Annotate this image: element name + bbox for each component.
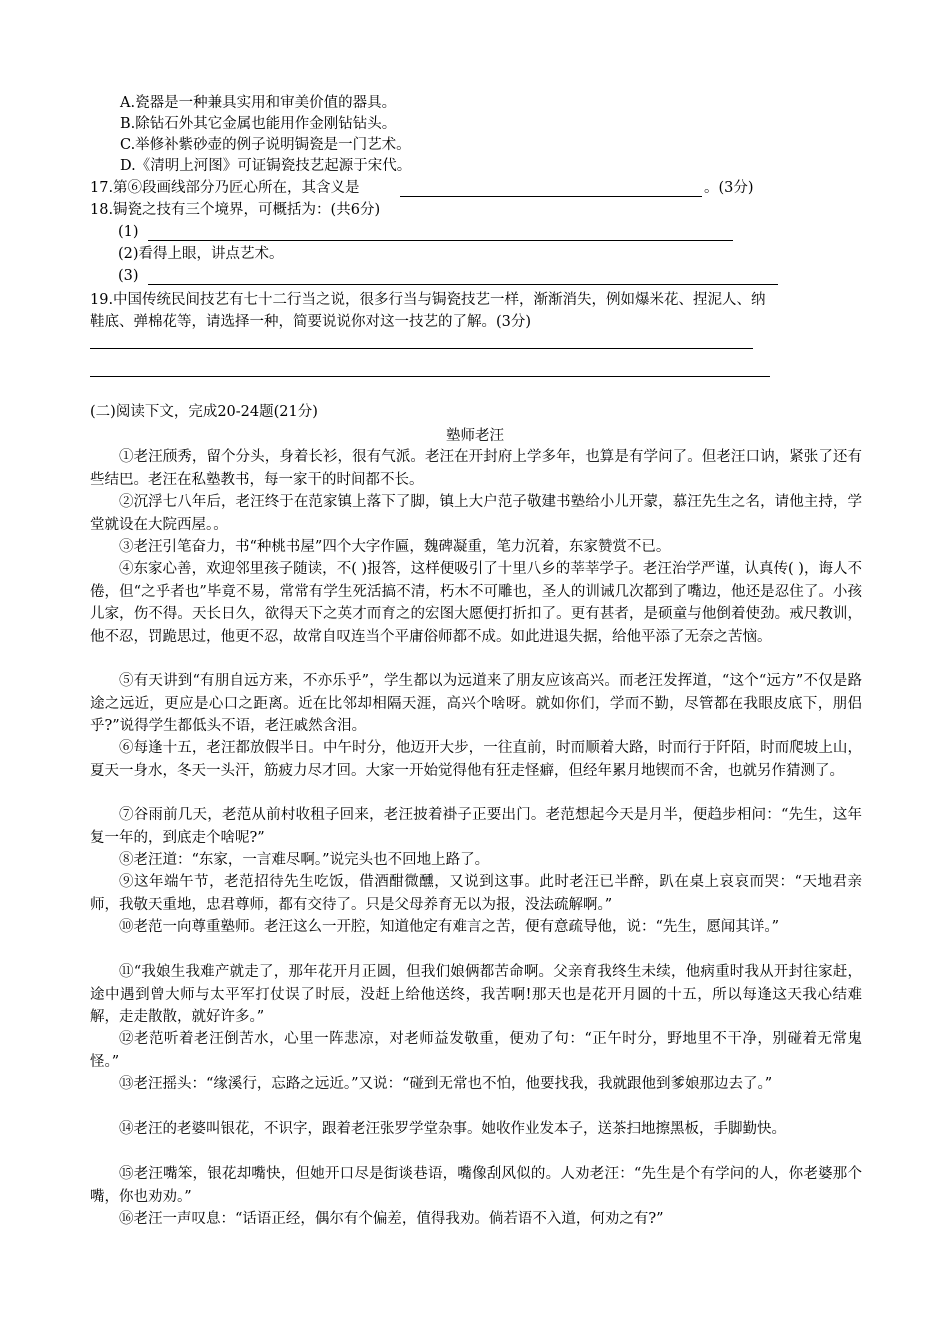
option-b: B.除钻石外其它金属也能用作金刚钻钻头。 — [120, 116, 397, 132]
paragraph-2: ②沉浮七八年后，老汪终于在范家镇上落下了脚，镇上大户范子敬建书塾给小儿开蒙，慕汪先生之名，请他主持，学堂就设在大院西屋。。 — [90, 494, 862, 533]
paragraph-11: ⑪“我娘生我难产就走了，那年花开月正圆，但我们娘俩都苦命啊。父亲育我终生未续，他病重时我从开封往家赶，途中遇到曾大师与太平军打仗误了时辰，没赶上给他送终，我苦啊!那天也是花开月圆的十五，所以每逢这天我心结难解，走走散散，就好许多。” — [90, 964, 862, 1025]
paragraph-14: ⑭老汪的老婆叫银花，不识字，跟着老汪张罗学堂杂事。她收作业发本子，送茶扫地擦黑板，手脚勤快。 — [119, 1121, 786, 1137]
q19-line2: 鞋底、弹棉花等，请选择一种，简要说说你对这一技艺的了解。(3分) — [90, 314, 532, 330]
paragraph-1: ①老汪颀秀，留个分头，身着长衫，很有气派。老汪在开封府上学多年，也算是有学问了。但老汪口讷，紧张了还有些结巴。老汪在私塾教书，每一家干的时间都不长。 — [90, 449, 862, 488]
option-a: A.瓷器是一种兼具实用和审美价值的器具。 — [120, 95, 397, 111]
paragraph-15: ⑮老汪嘴笨，银花却嘴快，但她开口尽是街谈巷语，嘴像刮风似的。人劝老汪：“先生是个有学问的人，你老婆那个嘴，你也劝劝。” — [90, 1166, 862, 1205]
paragraph-3: ③老汪引笔奋力，书“种桃书屋”四个大字作匾，魏碑凝重，笔力沉着，东家赞赏不已。 — [119, 539, 671, 555]
paragraph-10: ⑩老范一向尊重塾师。老汪这么一开腔，知道他定有难言之苦，便有意疏导他，说：“先生，愿闻其详。” — [119, 919, 780, 935]
paragraph-13: ⑬老汪摇头：“缘溪行，忘路之远近。”又说：“碰到无常也不怕，他要找我，我就跟他到爹娘那边去了。” — [119, 1076, 773, 1092]
option-c: C.举修补紫砂壶的例子说明锔瓷是一门艺术。 — [120, 137, 411, 153]
paragraph-16: ⑯老汪一声叹息：“话语正经，偶尔有个偏差，值得我劝。倘若语不入道，何劝之有?” — [119, 1211, 664, 1227]
q19-line1: 19.中国传统民间技艺有七十二行当之说，很多行当与锔瓷技艺一样，渐渐消失，例如爆米花、捏泥人、纳 — [90, 292, 766, 308]
paragraph-4: ④东家心善，欢迎邻里孩子随读，不( )报答，这样便吸引了十里八乡的莘莘学子。老汪治学严谨，认真传( )，诲人不倦，但“之乎者也”毕竟不易，常常有学生死活搞不清，朽木不可雕也，圣人的训诫几次都到了嘴边，他还是忍住了。小孩儿家，伤不得。天长日久，欲得天下之英才而育之的宏图大愿便打折扣了。更有甚者，是硕童与他倒着使劲。戒尺教训，他不忍，罚跪思过，他更不忍，故常自叹连当个平庸俗师都不成。如此进退失据，给他平添了无奈之苦恼。 — [90, 561, 862, 645]
option-d: D.《清明上河图》可证锔瓷技艺起源于宋代。 — [120, 158, 412, 174]
q17-prefix: 17.第⑥段画线部分乃匠心所在，其含义是 — [90, 180, 360, 196]
paragraph-5: ⑤有天讲到“有朋自远方来，不亦乐乎”，学生都以为远道来了朋友应该高兴。而老汪发挥道，“这个“远方”不仅是路途之远近，更应是心口之距离。近在比邻却相隔天涯，高兴个啥呀。就如你们，学而不勤，尽管都在我眼皮底下，朋侣乎?”说得学生都低头不语，老汪戚然含泪。 — [90, 673, 862, 734]
q18-item2: (2)看得上眼，讲点艺术。 — [118, 246, 284, 262]
q18-item1-answer-line[interactable] — [148, 240, 733, 241]
paragraph-7: ⑦谷雨前几天，老范从前村收租子回来，老汪披着褂子正要出门。老范想起今天是月半，便趋步相问：“先生，这年复一年的，到底走个啥呢?” — [90, 807, 862, 846]
paragraph-12: ⑫老范听着老汪倒苦水，心里一阵悲凉，对老师益发敬重，便劝了句：“正午时分，野地里不干净，别碰着无常鬼怪。” — [90, 1031, 862, 1070]
q19-answer-line-1[interactable] — [90, 348, 753, 349]
article-title: 塾师老汪 — [446, 428, 504, 444]
q18-item1-label: (1) — [118, 224, 139, 240]
q17-answer-line[interactable] — [400, 196, 702, 197]
paragraph-9: ⑨这年端午节，老范招待先生吃饭，借酒酣微醺，又说到这事。此时老汪已半醉，趴在桌上哀哀而哭：“天地君亲师，我敬天重地，忠君尊师，都有交待了。只是父母养育无以为报，没法疏解啊。” — [90, 874, 862, 913]
paragraph-6: ⑥每逢十五，老汪都放假半日。中午时分，他迈开大步，一往直前，时而顺着大路，时而行于阡陌，时而爬坡上山，夏天一身水，冬天一头汗，筋疲力尽才回。大家一开始觉得他有狂走怪癖，但经年累月地锲而不舍，也就另作猜测了。 — [90, 740, 862, 779]
paragraph-8: ⑧老汪道：“东家，一言难尽啊。”说完头也不回地上路了。 — [119, 852, 490, 868]
q18-item3-answer-line[interactable] — [148, 284, 778, 285]
q19-answer-line-2[interactable] — [90, 376, 770, 377]
section-heading: (二)阅读下文，完成20-24题(21分) — [90, 404, 318, 420]
q18-item3-label: (3) — [118, 268, 139, 284]
q17-suffix: 。(3分) — [704, 180, 754, 196]
q18-stem: 18.锔瓷之技有三个境界，可概括为：(共6分) — [90, 202, 381, 218]
